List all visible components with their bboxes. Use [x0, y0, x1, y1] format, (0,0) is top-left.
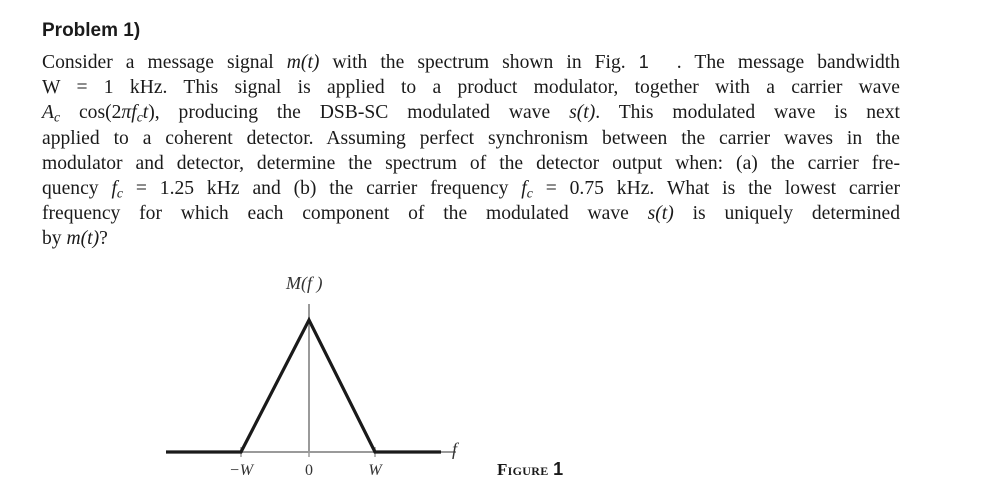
statement-line-3 — [42, 100, 900, 125]
y-axis-label: M(f ) — [286, 273, 323, 293]
text-segment: W = 1 kHz. This signal is applied to a product modulator, together with a carrier wave — [42, 77, 900, 99]
math-m-of-t: m(t) — [66, 228, 100, 250]
figure-reference: 1 — [638, 52, 649, 72]
tick-label-zero: 0 — [305, 462, 313, 479]
math-t: t — [142, 102, 149, 124]
text-segment: . This modulated wave is next — [595, 102, 900, 124]
text-segment: modulator and detector, determine the spectrum of the detector output when: (a) the carrier fre- — [42, 152, 900, 174]
statement-line-8 — [42, 226, 900, 251]
text-segment: = 1.25 kHz and (b) the carrier frequency — [123, 178, 522, 200]
math-subscript: c — [526, 185, 533, 201]
x-axis-label: f — [452, 439, 458, 459]
tick-label-w: W — [368, 462, 382, 479]
figure-caption-word: Figure — [497, 460, 549, 479]
statement-line-1 — [42, 50, 900, 75]
statement-line-2 — [42, 75, 900, 100]
problem-statement — [42, 50, 900, 252]
math-s-of-t: s(t) — [569, 102, 596, 124]
statement-line-5 — [42, 151, 900, 176]
text-segment: . The message bandwidth — [676, 52, 900, 73]
math-subscript: c — [136, 109, 143, 125]
statement-line-6 — [42, 176, 900, 201]
spectrum-curve — [166, 320, 441, 452]
text-segment: Consider a message signal — [42, 52, 287, 73]
math-subscript: c — [116, 185, 123, 201]
text-segment: = 0.75 kHz. What is the lowest carrier — [532, 178, 900, 200]
problem-heading: Problem 1) — [42, 20, 141, 41]
math-f: f — [521, 178, 527, 200]
text-segment: quency — [42, 178, 112, 200]
math-m-of-t: m(t) — [286, 52, 320, 73]
statement-line-4 — [42, 126, 900, 151]
math-f: f — [131, 102, 137, 124]
text-segment: applied to a coherent detector. Assuming perfect synchronism between the carrier waves in the — [42, 127, 900, 149]
text-segment: ), producing the DSB-SC modulated wave — [148, 102, 570, 124]
text-segment: is uniquely determined — [673, 203, 900, 225]
math-amplitude: A — [42, 102, 54, 124]
tick-label-neg-w: −W — [228, 462, 254, 479]
math-subscript: c — [53, 109, 61, 125]
text-segment: by — [42, 228, 67, 250]
text-segment: with the spectrum shown in Fig. — [319, 52, 639, 73]
spectrum-figure — [160, 262, 470, 482]
math-s-of-t: s(t) — [647, 203, 674, 225]
figure-caption-number: 1 — [553, 459, 564, 479]
math-pi: π — [121, 102, 132, 124]
text-segment: cos(2 — [60, 102, 122, 124]
text-segment: frequency for which each component of the modulated wave — [42, 203, 648, 225]
math-f: f — [111, 178, 117, 200]
text-segment: ? — [99, 228, 108, 250]
figure-caption — [497, 459, 563, 480]
statement-line-7 — [42, 201, 900, 226]
